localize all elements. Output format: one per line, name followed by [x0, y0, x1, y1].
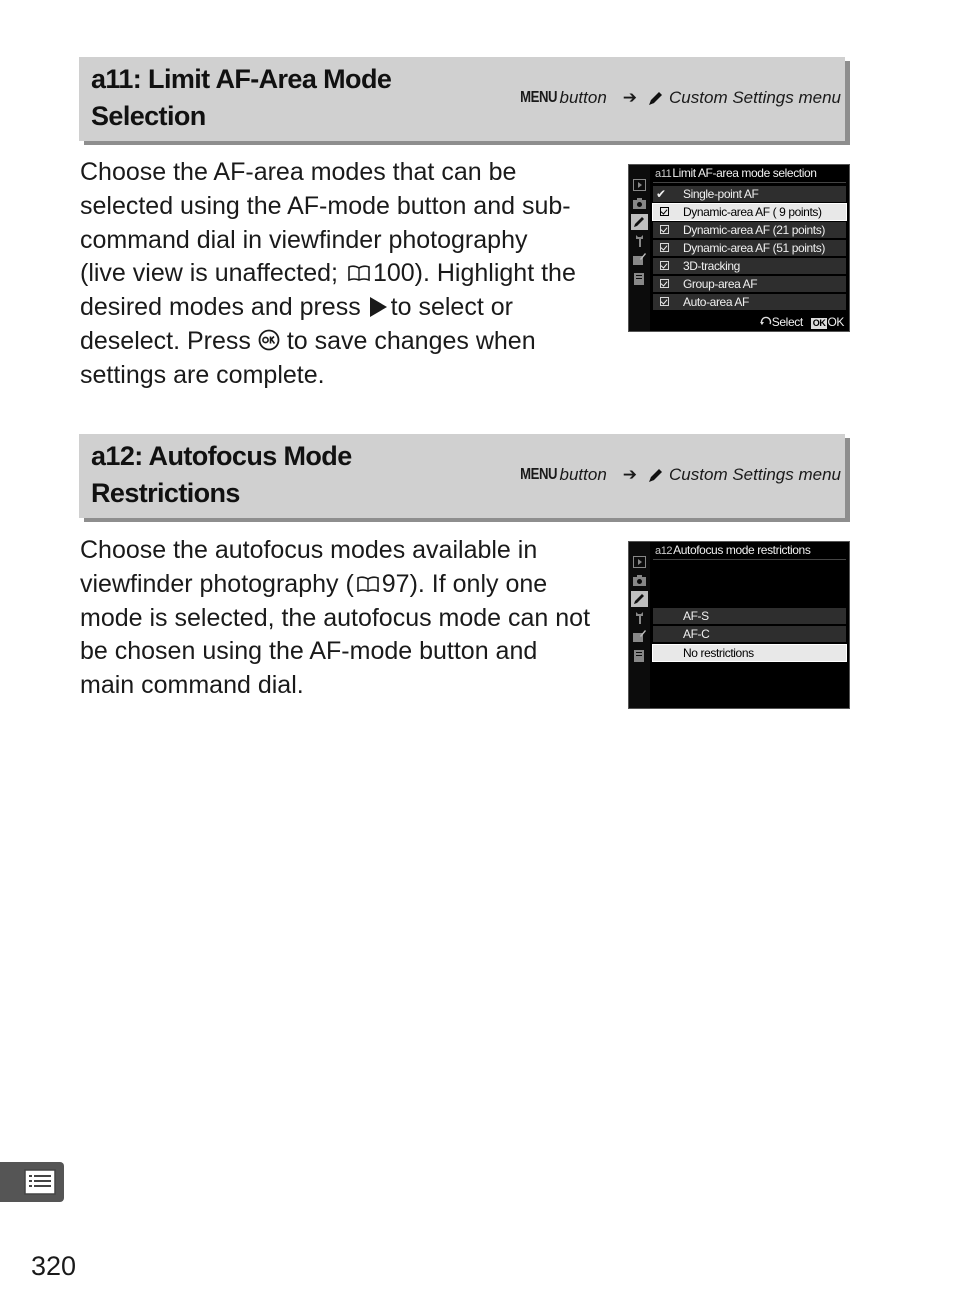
body-line	[80, 325, 614, 359]
playback-icon	[633, 179, 646, 191]
camera-icon	[633, 574, 646, 586]
option-label: Dynamic-area AF (21 points)	[683, 223, 825, 237]
camera-icon	[633, 197, 646, 209]
ok-badge-icon: OK	[812, 318, 826, 328]
screen-title-text: Autofocus mode restrictions	[673, 543, 811, 557]
body-line: command dial in viewfinder photography	[80, 225, 528, 254]
body-line	[80, 257, 614, 291]
body-text-fragment: to save changes when	[286, 326, 536, 355]
list-icon	[0, 1162, 64, 1202]
body-line	[80, 568, 614, 602]
camera-screen-a12	[628, 541, 850, 709]
body-line: Choose the autofocus modes available in	[80, 536, 538, 564]
menu-breadcrumb	[512, 465, 841, 485]
camera-screen-title	[655, 166, 817, 180]
title-line-1: a11: Limit AF-Area Mode	[91, 64, 392, 94]
camera-screen-a11	[628, 164, 850, 332]
option-label: 3D-tracking	[683, 259, 740, 273]
checkbox-icon	[660, 297, 669, 306]
ok-button-icon	[258, 329, 280, 351]
menu-button-label: MENU	[520, 89, 558, 106]
section-body-a12	[80, 534, 614, 703]
retouch-icon	[633, 630, 646, 642]
camera-screen-footer	[760, 315, 844, 329]
checkbox-icon	[660, 225, 669, 234]
body-text-fragment: 97). If only one	[381, 569, 548, 598]
title-divider	[653, 182, 846, 183]
body-line: Choose the AF-area modes that can be	[80, 158, 517, 186]
menu-tag: a12	[655, 545, 673, 557]
section-body-a11	[80, 156, 614, 393]
title-line-2: Restrictions	[91, 478, 240, 508]
body-line: mode is selected, the autofocus mode can not	[80, 603, 591, 632]
retouch-icon	[633, 253, 646, 265]
my-menu-icon	[633, 650, 646, 662]
book-reference-icon	[356, 575, 380, 593]
option-row[interactable]	[653, 186, 846, 202]
option-row[interactable]	[653, 204, 846, 220]
title-line-1: a12: Autofocus Mode	[91, 441, 352, 471]
body-text-fragment: 100). Highlight the	[372, 259, 576, 288]
body-line	[80, 291, 614, 325]
body-text-fragment: (live view is unaffected;	[80, 259, 338, 288]
section-header-a12	[79, 434, 845, 518]
multi-selector-right-icon	[370, 297, 387, 317]
button-word: button	[559, 88, 607, 107]
option-row[interactable]	[653, 258, 846, 274]
body-line: be chosen using the AF-mode button and	[80, 637, 538, 666]
book-reference-icon	[347, 264, 371, 282]
camera-menu-tabs	[629, 165, 650, 331]
screen-title-text: Limit AF-area mode selection	[672, 166, 817, 180]
menu-list-icon	[0, 1162, 64, 1202]
my-menu-icon	[633, 273, 646, 285]
custom-settings-menu-label: Custom Settings menu	[669, 88, 841, 107]
checkbox-icon	[660, 279, 669, 288]
section-title	[91, 61, 471, 135]
section-title	[91, 438, 471, 512]
checkbox-icon	[660, 243, 669, 252]
option-label: Dynamic-area AF (51 points)	[683, 241, 825, 255]
body-text-fragment: desired modes and press	[80, 293, 361, 322]
section-header-a11	[79, 57, 845, 141]
option-row[interactable]	[653, 276, 846, 292]
option-label: AF-C	[683, 627, 710, 641]
body-text-fragment: to select or	[390, 293, 513, 322]
camera-menu-tabs	[629, 542, 650, 708]
arrow-right-icon: ➔	[622, 465, 638, 484]
page-number: 320	[31, 1251, 77, 1281]
pencil-icon	[631, 214, 648, 230]
custom-settings-menu-label: Custom Settings menu	[669, 465, 841, 484]
checkbox-icon	[660, 207, 669, 216]
wrench-icon	[633, 612, 646, 624]
body-line: main command dial.	[80, 671, 304, 700]
command-dial-icon	[760, 316, 772, 327]
menu-breadcrumb	[512, 88, 841, 108]
body-text-fragment: deselect. Press	[80, 326, 251, 355]
option-label: Single-point AF	[683, 187, 759, 201]
pencil-icon	[631, 591, 648, 607]
body-line: selected using the AF-mode button and sub-	[80, 191, 571, 220]
pencil-icon	[647, 89, 665, 107]
body-line: settings are complete.	[80, 360, 325, 389]
option-row[interactable]	[653, 645, 846, 661]
option-label: Auto-area AF	[683, 295, 749, 309]
wrench-icon	[633, 235, 646, 247]
option-label: Dynamic-area AF ( 9 points)	[683, 205, 822, 219]
menu-button-label: MENU	[520, 466, 558, 483]
title-line-2: Selection	[91, 101, 206, 131]
select-hint: Select	[771, 315, 803, 329]
menu-tag: a11	[655, 168, 672, 180]
ok-hint: OK	[827, 315, 844, 329]
arrow-right-icon: ➔	[622, 88, 638, 107]
pencil-icon	[647, 466, 665, 484]
title-divider	[653, 559, 846, 560]
option-row[interactable]	[653, 240, 846, 256]
body-text-fragment: viewfinder photography (	[80, 569, 354, 598]
option-label: AF-S	[683, 609, 709, 623]
option-label: No restrictions	[683, 646, 754, 660]
option-row[interactable]	[653, 626, 846, 642]
playback-icon	[633, 556, 646, 568]
option-row[interactable]	[653, 222, 846, 238]
option-label: Group-area AF	[683, 277, 758, 291]
checkmark-icon: ✔	[656, 187, 666, 201]
option-row[interactable]	[653, 608, 846, 624]
camera-screen-title	[655, 543, 810, 557]
checkbox-icon	[660, 261, 669, 270]
option-row[interactable]	[653, 294, 846, 310]
button-word: button	[559, 465, 607, 484]
